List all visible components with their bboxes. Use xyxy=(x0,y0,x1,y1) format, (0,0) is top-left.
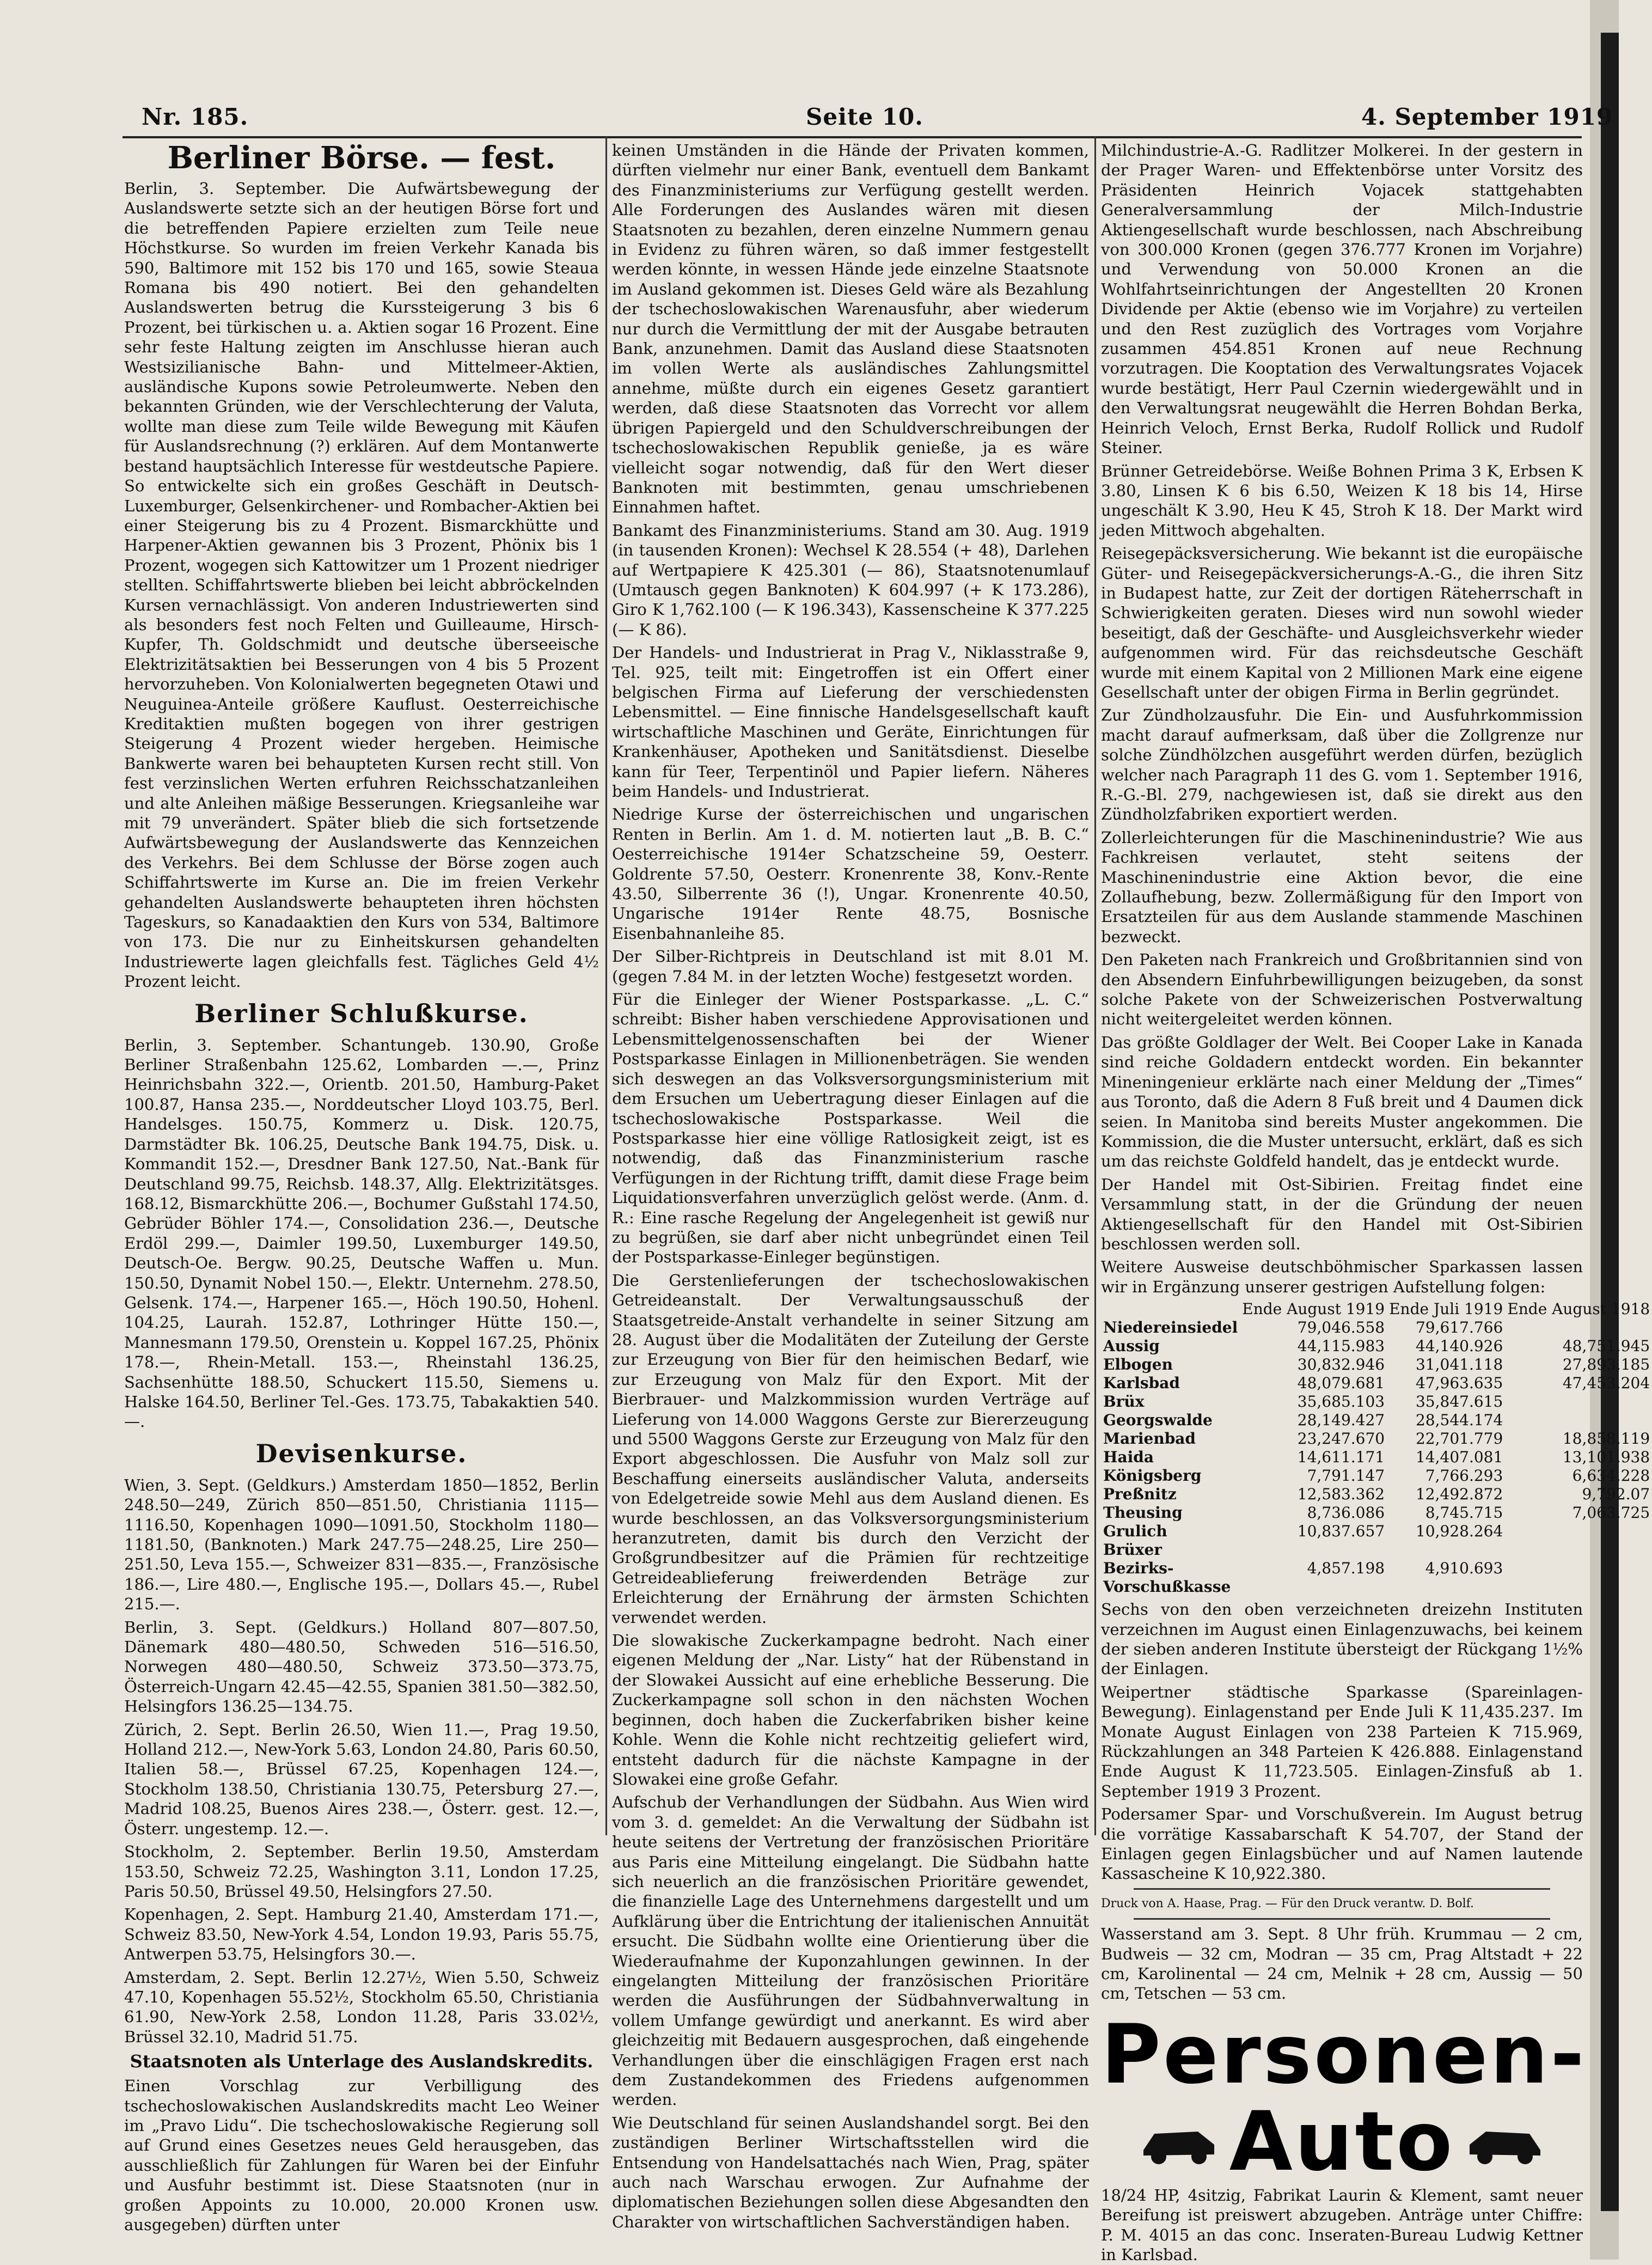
article-text: Brünner Getreidebörse. Weiße Bohnen Prima 3 K, Erbsen K 3.80, Linsen K 6 bis 6.50, Weizen K 18 bis 14, Hirse ungeschält K 3.90, Heu K 45, Stroh K 18. Der Markt wird jeden Mittwoch abgehalten. xyxy=(1101,461,1583,540)
article-title: Berliner Börse. — fest. xyxy=(167,140,556,176)
table-row xyxy=(1101,1356,1652,1374)
table-cell: 12,492.872 xyxy=(1415,1485,1503,1504)
table-cell: Theusing xyxy=(1103,1504,1183,1522)
column-rule xyxy=(1094,136,1096,1835)
table-cell: 14,611.171 xyxy=(1297,1448,1385,1467)
currency-quotes: Berlin, 3. Sept. (Geldkurs.) Holland 807—807.50, Dänemark 480—480.50, Schweden 516—516.50, Norwegen 480—480.50, Schweiz 373.50—373.75, Österreich-Ungarn 42.45—42.55, Spanien 381.50—382.50, Helsingfors 136.25—134.75. xyxy=(124,1617,599,1716)
article-text: Der Handel mit Ost-Sibirien. Freitag findet eine Versammlung statt, in der die Gründung der neuen Aktiengesellschaft für den Handel mit Ost-Sibirien beschlossen werden soll. xyxy=(1101,1175,1583,1253)
table-header-cell: Ende Juli 1919 xyxy=(1389,1300,1503,1318)
divider xyxy=(1134,1888,1550,1890)
table-row xyxy=(1101,1522,1652,1541)
article-text: Wie Deutschland für seinen Auslandshandel sorgt. Bei den zuständigen Berliner Wirtschaftsstellen wird die Entsendung von Handelsattachés nach Wien, Prag, später auch nach Warschau erwogen. Zur Aufnahme der diplomatischen Beziehungen sollen diese Abgesandten den Charakter von wirtschaftlichen Sachverständigen haben. xyxy=(612,2113,1089,2231)
table-cell: 79,617.766 xyxy=(1415,1318,1503,1337)
table-cell: 79,046.558 xyxy=(1297,1318,1385,1337)
adjacent-page-edge xyxy=(1601,33,1619,2211)
currency-quotes: Zürich, 2. Sept. Berlin 26.50, Wien 11.—, Prag 19.50, Holland 212.—, New-York 5.63, London 24.80, Paris 60.50, Italien 58.—, Brüssel 67.25, Kopenhagen 124.—, Stockholm 138.50, Christiania 130.75, Petersburg 27.—, Madrid 108.25, Buenos Aires 238.—, Österr. gest. 12.—, Österr. ungestemp. 12.—. xyxy=(124,1720,599,1838)
table-row xyxy=(1101,1467,1652,1485)
table-cell: 31,041.118 xyxy=(1415,1356,1503,1374)
table-cell: Brüxer Bezirks-Vorschußkasse xyxy=(1103,1541,1231,1596)
table-cell: 28,149.427 xyxy=(1297,1411,1385,1430)
table-cell: 35,685.103 xyxy=(1297,1393,1385,1411)
table-cell: Haida xyxy=(1103,1448,1154,1467)
table-cell: 23,247.670 xyxy=(1297,1430,1385,1448)
table-cell: Brüx xyxy=(1103,1393,1145,1411)
table-cell: Grulich xyxy=(1103,1522,1167,1541)
article-text: Milchindustrie-A.-G. Radlitzer Molkerei. In der gestern in der Prager Waren- und Effektenbörse unter Vorsitz des Präsidenten Heinrich Vojacek stattgehabten Generalversammlung der Milch-Industrie Aktiengesellschaft wurde beschlossen, nach Abschreibung von 300.000 Kronen (gegen 376.777 Kronen im Vorjahre) und Verwendung von 50.000 Kronen an die Wohlfahrtseinrichtungen der Angestellten 20 Kronen Dividende per Aktie (ebenso wie im Vorjahre) zu verteilen und den Rest zuzüglich des Vortrages vom Vorjahre zusammen 454.851 Kronen auf neue Rechnung vorzutragen. Die Kooptation des Verwaltungsrates Vojacek wurde bestätigt, Herr Paul Czernin wiedergewählt und in den Verwaltungsrat neugewählt die Herren Bohdan Berka, Heinrich Veloch, Ernst Berka, Rudolf Rollick und Rudolf Steiner. xyxy=(1101,141,1583,457)
table-cell: 13,101.938 xyxy=(1562,1448,1650,1467)
table-cell: 4,910.693 xyxy=(1425,1559,1503,1578)
car-icon xyxy=(1138,2117,1220,2166)
article-text: Zur Zündholzausfuhr. Die Ein- und Ausfuhrkommission macht darauf aufmerksam, daß über die Zollgrenze nur solche Zündhölzchen ausgeführt werden dürfen, bezüglich welcher nach Paragraph 11 des G. vom 1. September 1916, R.-G.-Bl. 279, nachgewiesen ist, daß sie direkt aus den Zündholzfabriken exportiert werden. xyxy=(1101,706,1583,824)
table-cell: 10,837.657 xyxy=(1297,1522,1385,1541)
table-cell: 7,063.725 xyxy=(1572,1504,1650,1522)
table-cell: 9,792.07 xyxy=(1582,1485,1650,1504)
article-text: Aufschub der Verhandlungen der Südbahn. Aus Wien wird vom 3. d. gemeldet: An die Verwaltung der Südbahn ist heute seitens der Vertretung der französischen Prioritäre aus Paris eine Mitteilung eingelangt. Die Südbahn hatte sich neuerlich an die französischen Prioritäre gewendet, die finanzielle Lage des Unternehmens dargestellt und um Aufklärung über die Entrichtung der italienischen Annuität ersucht. Die Südbahn wollte eine Orientierung über die Wiederaufnahme der Kuponzahlungen gewinnen. In der eingelangten Mitteilung der französischen Prioritäre werden die Ausführungen der Südbahnverwaltung in vollem Umfange gewürdigt und anerkannt. Es wird aber gleichzeitig mit Bedauern ausgesprochen, daß eingehende Verhandlungen über die einschlägigen Fragen erst nach dem Zustandekommen des Friedens aufgenommen werden. xyxy=(612,1793,1089,2109)
article-text: Weipertner städtische Sparkasse (Spareinlagen-Bewegung). Einlagenstand per Ende Juli K 11,435.237. Im Monate August Einlagen von 238 Parteien K 715.969, Rückzahlungen an 348 Parteien K 426.888. Einlagenstand Ende August K 11,723.505. Einlagen-Zinsfuß ab 1. September 1919 3 Prozent. xyxy=(1101,1682,1583,1800)
article-text: Niedrige Kurse der österreichischen und ungarischen Renten in Berlin. Am 1. d. M. notierten laut „B. B. C.“ Oesterreichische 1914er Schatzscheine 59, Oesterr. Goldrente 57.50, Oesterr. Kronenrente 38, Konv.-Rente 43.50, Silberrente 36 (!), Ungar. Kronenrente 40.50, Ungarische 1914er Rente 48.75, Bosnische Eisenbahnanleihe 85. xyxy=(612,805,1089,943)
table-cell: 22,701.779 xyxy=(1415,1430,1503,1448)
currency-quotes: Kopenhagen, 2. Sept. Hamburg 21.40, Amsterdam 171.—, Schweiz 83.50, New-York 4.54, London 19.93, Paris 55.75, Antwerpen 53.75, Helsingfors 30.—. xyxy=(124,1905,599,1964)
table-cell: 47,453.204 xyxy=(1562,1374,1650,1393)
table-cell: 7,791.147 xyxy=(1307,1467,1385,1485)
section-title: Staatsnoten als Unterlage des Auslandskredits. xyxy=(130,2051,594,2072)
table-cell: 28,544.174 xyxy=(1415,1411,1503,1430)
table-cell xyxy=(1505,1318,1652,1337)
table-cell: Niedereinsiedel xyxy=(1103,1318,1238,1337)
table-cell: 6,634.228 xyxy=(1572,1467,1650,1485)
table-row xyxy=(1101,1374,1652,1393)
table-row xyxy=(1101,1504,1652,1522)
table-cell xyxy=(1505,1522,1652,1541)
article-text: Weitere Ausweise deutschböhmischer Sparkassen lassen wir in Ergänzung unserer gestrigen Aufstellung folgen: xyxy=(1101,1257,1583,1296)
table-cell: Karlsbad xyxy=(1103,1374,1180,1393)
table-cell: 8,736.086 xyxy=(1307,1504,1385,1522)
page-number: Seite 10. xyxy=(806,103,923,130)
ad-title-line: Personen- xyxy=(1101,2007,1587,2102)
table-cell: 48,079.681 xyxy=(1297,1374,1385,1393)
table-header-cell: Ende August 1918 xyxy=(1507,1300,1650,1318)
table-row xyxy=(1101,1393,1652,1411)
car-icon xyxy=(1464,2117,1546,2166)
table-cell: 44,115.983 xyxy=(1297,1337,1385,1356)
currency-quotes: Stockholm, 2. September. Berlin 19.50, Amsterdam 153.50, Schweiz 72.25, Washington 3.11, London 17.25, Paris 50.50, Brüssel 49.50, Helsingfors 27.50. xyxy=(124,1842,599,1901)
column-middle xyxy=(612,141,1089,2231)
article-text: Sechs von den oben verzeichneten dreizehn Instituten verzeichnen im August einen Einlagenzuwachs, bei keinem der sieben anderen Institute übersteigt der Rückgang 1½% der Einlagen. xyxy=(1101,1600,1583,1678)
ad-title-row xyxy=(1101,2094,1583,2189)
table-header-cell xyxy=(1101,1300,1240,1318)
article-text: Podersamer Spar- und Vorschußverein. Im August betrug die vorrätige Kassabarschaft K 54.707, der Stand der Einlagen gegen Einlagsbücher und auf Namen lautende Kassascheine K 10,922.380. xyxy=(1101,1805,1583,1883)
section-title: Berliner Schlußkurse. xyxy=(194,998,529,1028)
article-text: Die Gerstenlieferungen der tschechoslowakischen Getreideanstalt. Der Verwaltungsausschuß der Staatsgetreide-Anstalt verhandelte in seiner Sitzung am 28. August über die Modalitäten der Zuteilung der Gerste zur Erzeugung von Bier für den heimischen Bedarf, wie zur Erzeugung von Malz für den Export. Mit der Bierbrauer- und Malzkommission wurden Verträge auf Lieferung von 14.000 Waggons Gerste zur Biererzeugung und 5500 Waggons Gerste zur Erzeugung von Malz für den Export abgeschlossen. Die Ausfuhr von Malz soll zur Beschaffung einerseits ausländischer Valuta, anderseits von Edelgetreide sowie Mehl aus dem Ausland dienen. Es wurde beschlossen, an das Volksversorgungsministerium heranzutreten, damit bis durch den Verzicht der Großgrundbesitzer auf die Prämien für rechtzeitige Getreideablieferung freiwerdenden Beträge zur Erleichterung der Ernährung der ärmsten Schichten verwendet werden. xyxy=(612,1271,1089,1627)
table-cell: 27,893.185 xyxy=(1562,1356,1650,1374)
table-cell: 47,963.635 xyxy=(1415,1374,1503,1393)
table-cell: Georgswalde xyxy=(1103,1411,1213,1430)
table-cell: 48,751.945 xyxy=(1562,1337,1650,1356)
table-row xyxy=(1101,1430,1652,1448)
table-cell: 4,857.198 xyxy=(1307,1559,1385,1578)
table-cell: 10,928.264 xyxy=(1415,1522,1503,1541)
table-cell: 18,858.119 xyxy=(1562,1430,1650,1448)
table-cell xyxy=(1505,1541,1652,1596)
table-cell: Aussig xyxy=(1103,1337,1160,1356)
table-header-cell: Ende August 1919 xyxy=(1242,1300,1385,1318)
article-text: Reisegepäcksversicherung. Wie bekannt ist die europäische Güter- und Reisegepäckversicherungs-A.-G., die ihren Sitz in Budapest hatte, zur Zeit der dortigen Räteherrschaft in Schwierigkeiten geraten. Dieses wird nun sowohl wieder beseitigt, daß der Geschäfte- und Ausgleichsverkehr wieder aufgenommen wird. Für das reichsdeutsche Geschäft wurde mit einem Kapital von 2 Millionen Mark eine eigene Gesellschaft unter der obigen Firma in Berlin gegründet. xyxy=(1101,544,1583,701)
article-text: Der Handels- und Industrierat in Prag V., Niklasstraße 9, Tel. 925, teilt mit: Eingetroffen ist ein Offert einer belgischen Firma auf Lieferung der verschiedensten Lebensmittel. — Eine finnische Handelsgesellschaft kauft wirtschaftliche Maschinen und Geräte, Einrichtungen für Krankenhäuser, Apotheken und Sanitätsdienst. Dieselbe kann für Teer, Terpentinöl und Papier liefern. Näheres beim Handels- und Industrierat. xyxy=(612,643,1089,801)
table-row xyxy=(1101,1448,1652,1467)
table-cell: 7,766.293 xyxy=(1425,1467,1503,1485)
table-cell: 35,847.615 xyxy=(1415,1393,1503,1411)
table-row xyxy=(1101,1541,1652,1596)
table-cell: 30,832.946 xyxy=(1297,1356,1385,1374)
table-row xyxy=(1101,1485,1652,1504)
article-text: Den Paketen nach Frankreich und Großbritannien sind von den Absendern Einfuhrbewilligungen beizugeben, da sonst solche Pakete von der Schweizerischen Postverwaltung nicht weitergeleitet werden können. xyxy=(1101,950,1583,1029)
advertisement xyxy=(1101,2007,1587,2265)
article-text: Zollerleichterungen für die Maschinenindustrie? Wie aus Fachkreisen verlautet, steht seitens der Maschinenindustrie eine Aktion bevor, die eine Zollaufhebung, bezw. Zollermäßigung für den Import von Ersatzteilen für aus dem Auslande stammende Maschinen bezweckt. xyxy=(1101,828,1583,946)
column-right xyxy=(1101,141,1650,2264)
header-rule xyxy=(123,136,1582,138)
table-cell: Preßnitz xyxy=(1103,1485,1177,1504)
article-text: Einen Vorschlag zur Verbilligung des tschechoslowakischen Auslandskredits macht Leo Weiner im „Pravo Lidu“. Die tschechoslowakische Regierung soll auf Grund eines Gesetzes neues Geld herausgeben, das ausschließlich für Zahlungen für Waren bei der Einfuhr und Ausfuhr bestimmt ist. Diese Staatsnoten (nur in großen Appoints zu 10.000, 20.000 Kronen usw. ausgegeben) dürften unter xyxy=(124,2077,599,2234)
divider xyxy=(1134,1918,1550,1920)
table-cell: 14,407.081 xyxy=(1415,1448,1503,1467)
table-cell xyxy=(1505,1411,1652,1430)
ad-title-line: Auto xyxy=(1229,2094,1455,2189)
table-row xyxy=(1101,1337,1652,1356)
water-level-report: Wasserstand am 3. Sept. 8 Uhr früh. Krummau — 2 cm, Budweis — 32 cm, Modran — 35 cm, Prag Altstadt + 22 cm, Karolinental — 24 cm, Melnik + 28 cm, Aussig — 50 cm, Tetschen — 53 cm. xyxy=(1101,1925,1583,2003)
table-row xyxy=(1101,1318,1652,1337)
table-row xyxy=(1101,1411,1652,1430)
table-cell: 8,745.715 xyxy=(1425,1504,1503,1522)
currency-quotes: Amsterdam, 2. Sept. Berlin 12.27½, Wien 5.50, Schweiz 47.10, Kopenhagen 55.52½, Stockholm 65.50, Christiania 61.90, New-York 2.58, London 11.28, Paris 33.02½, Brüssel 32.10, Madrid 51.75. xyxy=(124,1968,599,2046)
savings-table xyxy=(1101,1300,1652,1596)
table-cell: Elbogen xyxy=(1103,1356,1173,1374)
table-cell: Marienbad xyxy=(1103,1430,1196,1448)
article-text: keinen Umständen in die Hände der Privaten kommen, dürften vielmehr nur einer Bank, eventuell dem Bankamt des Finanzministeriums zur Verfügung gestellt werden. Alle Forderungen des Auslandes wären mit diesen Staatsnoten zu bezahlen, deren einzelne Nummern genau in Evidenz zu führen wären, so daß immer festgestellt werden könnte, in wessen Hände jede einzelne Staatsnote im Ausland gekommen ist. Dieses Geld wäre als Bezahlung der tschechoslowakischen Warenausfuhr, aber wiederum nur durch die Vermittlung der mit der Ausgabe betrauten Bank, anzunehmen. Damit das Ausland diese Staatsnoten im vollen Werte als ausländisches Zahlungsmittel annehme, müßte durch ein eigenes Gesetz garantiert werden, daß diese Staatsnoten das Vorrecht vor allem übrigen Papiergeld und den Schuldverschreibungen der tschechoslowakischen Republik genieße, ja es wäre vielleicht sogar notwendig, daß für den Wert dieser Banknoten mit bestimmten, genau umschriebenen Einnahmen haftet. xyxy=(612,141,1089,517)
table-cell: 12,583.362 xyxy=(1297,1485,1385,1504)
table-cell: 44,140.926 xyxy=(1415,1337,1503,1356)
article-text: Für die Einleger der Wiener Postsparkasse. „L. C.“ schreibt: Bisher haben verschiedene Approvisationen und Lebensmittelgenossenschaften bei der Wiener Postsparkasse Einlagen in Millionenbeträgen. Sie wenden sich deswegen an das Volksversorgungsministerium mit dem Ersuchen um Uebertragung dieser Einlagen auf die tschechoslowakische Postsparkasse. Weil die Postsparkasse hier eine völlige Ratlosigkeit zeigt, ist es notwendig, daß das Finanzministerium rasche Verfügungen in der Richtung trifft, damit diese Frage beim Liquidationsverfahren unverzüglich gelöst werde. (Anm. d. R.: Eine rasche Regelung der Angelegenheit ist gewiß nur zu begrüßen, sie darf aber nicht unbegründet einen Teil der Postsparkasse-Einleger begünstigen. xyxy=(612,990,1089,1267)
column-rule xyxy=(605,136,607,1835)
article-text: Das größte Goldlager der Welt. Bei Cooper Lake in Kanada sind reiche Goldadern entdeckt worden. Ein bekannter Mineningenieur erklärte nach einer Meldung der „Times“ aus Toronto, daß die Adern 8 Fuß breit und 4 Daumen dick seien. In Manitoba sind bereits Muster angekommen. Die Kommission, die die Muster untersucht, erklärt, daß es sich um das reichste Goldfeld handelt, das je entdeckt wurde. xyxy=(1101,1033,1583,1171)
currency-quotes: Wien, 3. Sept. (Geldkurs.) Amsterdam 1850—1852, Berlin 248.50—249, Zürich 850—851.50, Christiania 1115—1116.50, Kopenhagen 1090—1091.50, Stockholm 1180—1181.50, (Banknoten.) Mark 247.75—248.25, Lire 250—251.50, Leva 155.—, Schweizer 831—835.—, Französische 186.—, Lire 480.—, Englische 195.—, Dollars 45.—, Rubel 215.—. xyxy=(124,1475,599,1614)
imprint: Druck von A. Haase, Prag. — Für den Druck verantw. D. Bolf. xyxy=(1101,1896,1474,1910)
issue-date: 4. September 1919 xyxy=(1361,103,1613,130)
article-text: Die slowakische Zuckerkampagne bedroht. Nach einer eigenen Meldung der „Nar. Listy“ hat der Rübenstand in der Slowakei Aussicht auf eine erhebliche Besserung. Die Zuckerkampagne soll schon in den nächsten Wochen beginnen, doch haben die Zuckerfabriken bisher keine Kohle. Wenn die Kohle nicht rechtzeitig geliefert wird, entsteht dadurch für die nächste Kampagne in der Slowakei eine große Gefahr. xyxy=(612,1631,1089,1788)
article-text: Bankamt des Finanzministeriums. Stand am 30. Aug. 1919 (in tausenden Kronen): Wechsel K 28.554 (+ 48), Darlehen auf Wertpapiere K 425.301 (— 86), Staatsnotenumlauf (Umtausch gegen Banknoten) K 604.997 (+ K 173.286), Giro K 1,762.100 (— K 196.343), Kassenscheine K 377.225 (— K 86). xyxy=(612,521,1089,639)
article-text: Berlin, 3. September. Die Aufwärtsbewegung der Auslandswerte setzte sich an der heutigen Börse fort und die betreffenden Papiere erzielten zum Teile neue Höchstkurse. So wurden im freien Verkehr Kanada bis 590, Baltimore mit 152 bis 170 und 165, sowie Steaua Romana bis 490 notiert. Bei den gehandelten Auslandswerten betrug die Kurssteigerung 3 bis 6 Prozent, bei türkischen u. a. Aktien sogar 16 Prozent. Eine sehr feste Haltung zeigten im Anschlusse hieran auch Westsizilianische Bahn- und Mittelmeer-Aktien, ausländische Kupons sowie Petroleumwerte. Neben den bekannten Gründen, wie der Verschlechterung der Valuta, wollte man diese zum Teile wilde Bewegung mit Käufen für Auslandsrechnung (?) erklären. Auf dem Montanwerte bestand hauptsächlich Interesse für westdeutsche Papiere. So entwickelte sich ein großes Geschäft in Deutsch-Luxemburger, Gelsenkirchener- und Rombacher-Aktien bei einer Steigerung bis zu 4 Prozent. Bismarckhütte und Harpener-Aktien gewannen bis 3 Prozent, Phönix bis 1 Prozent, wogegen sich Kattowitzer um 1 Prozent niedriger stellten. Schiffahrtswerte blieben bei leicht abbröckelnden Kursen vernachlässigt. Von anderen Industriewerten sind als besonders fest noch Felten und Guilleaume, Hirsch-Kupfer, Th. Goldschmidt und deutsche überseeische Elektrizitätsaktien bei Besserungen von 4 bis 5 Prozent hervorzuheben. Von Kolonialwerten begegneten Otawi und Neuguinea-Anteile größere Kauflust. Oesterreichische Kreditaktien mußten bogegen von ihrer gestrigen Steigerung 4 Prozent wieder hergeben. Heimische Bankwerte waren bei behaupteten Kursen recht still. Von fest verzinslichen Werten erfuhren Reichsschatzanleihen und alte Anleihen mäßige Besserungen. Kriegsanleihe war mit 79 unverändert. Später blieb die sich fortsetzende Aufwärtsbewegung der Auslandswerte das Kennzeichen des Verkehrs. Bei dem Schlusse der Börse zogen auch Schiffahrtswerte im Kurse an. Die im freien Verkehr gehandelten Auslandswerte behaupteten ihren höchsten Tageskurs, so Kanadaaktien den Kurs von 534, Baltimore von 173. Die nur zu Einheitskursen gehandelten Industriewerte lagen gleichfalls fest. Tägliches Geld 4½ Prozent leicht. xyxy=(124,179,599,991)
article-text: Der Silber-Richtpreis in Deutschland ist mit 8.01 M. (gegen 7.84 M. in der letzten Woche) festgesetzt worden. xyxy=(612,947,1089,986)
table-header-row xyxy=(1101,1300,1652,1318)
stock-quotes: Berlin, 3. September. Schantungeb. 130.90, Große Berliner Straßenbahn 125.62, Lombarden —.—, Prinz Heinrichsbahn 322.—, Orientb. 201.50, Hamburg-Paket 100.87, Hansa 235.—, Norddeutscher Lloyd 103.75, Berl. Handelsges. 150.75, Kommerz u. Disk. 120.75, Darmstädter Bk. 106.25, Deutsche Bank 194.75, Disk. u. Kommandit 152.—, Dresdner Bank 127.50, Nat.-Bank für Deutschland 99.75, Reichsb. 148.37, Allg. Elektrizitätsges. 168.12, Bismarckhütte 206.—, Bochumer Gußstahl 174.50, Gebrüder Böhler 174.—, Consolidation 236.—, Deutsche Erdöl 299.—, Daimler 199.50, Luxemburger 149.50, Deutsch-Oe. Bergw. 90.25, Deutsche Waffen u. Mun. 150.50, Dynamit Nobel 150.—, Elektr. Unternehm. 278.50, Gelsenk. 174.—, Harpener 165.—, Höch 190.50, Hohenl. 104.25, Laurah. 152.87, Lothringer Hütte 150.—, Mannesmann 179.50, Orenstein u. Koppel 167.25, Phönix 178.—, Rhein-Metall. 153.—, Rheinstahl 136.25, Sachsenhütte 188.50, Schuckert 115.50, Siemens u. Halske 164.50, Berliner Tel.-Ges. 173.75, Tabakaktien 540.—. xyxy=(124,1035,599,1431)
table-cell: Königsberg xyxy=(1103,1467,1202,1485)
column-left xyxy=(124,140,599,2234)
section-title: Devisenkurse. xyxy=(255,1438,468,1468)
issue-number: Nr. 185. xyxy=(142,103,249,130)
table-cell xyxy=(1505,1393,1652,1411)
ad-text: 18/24 HP, 4sitzig, Fabrikat Laurin & Klement, samt neuer Bereifung ist preiswert abzugeben. Anträge unter Chiffre: P. M. 4015 an das conc. Inseraten-Bureau Ludwig Kettner in Karlsbad. xyxy=(1101,2185,1583,2264)
